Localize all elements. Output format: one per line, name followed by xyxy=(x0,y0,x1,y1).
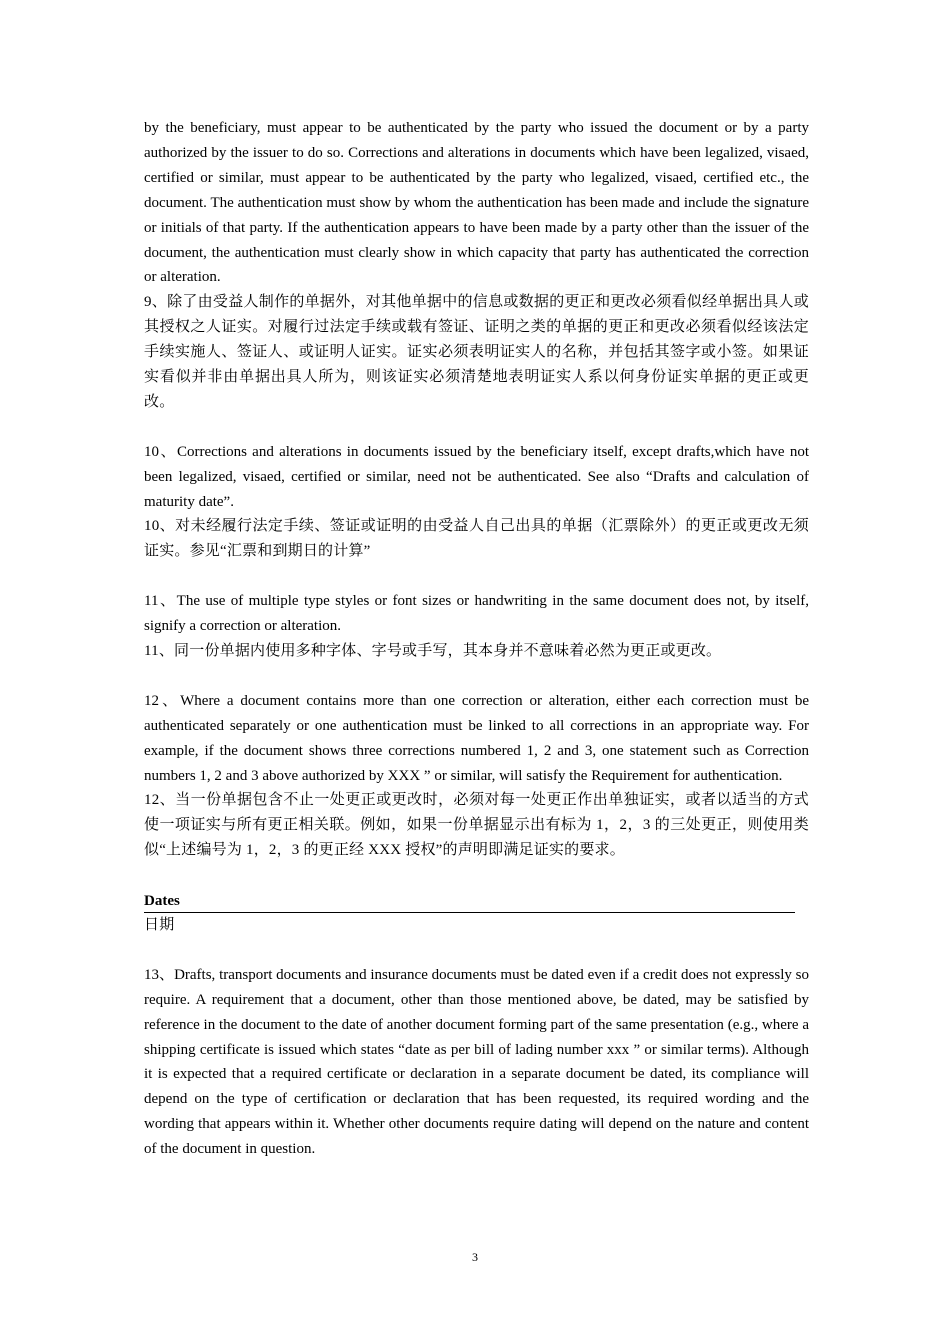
paragraph-12-english: 12、Where a document contains more than one correction or alteration, either each correction must be authenticated separately or one authentication must be linked to all corrections in an appropriate way. For example, if the document shows three corrections numbered 1, 2 and 3, one statement such as Correction numbers 1, 2 and 3 above authorized by XXX ” or similar, will satisfy the Requirement for authentication. xyxy=(144,692,809,784)
paragraph-10-chinese: 10、对未经履行法定手续、签证或证明的由受益人自己出具的单据（汇票除外）的更正或更改无须证实。参见“汇票和到期日的计算” xyxy=(144,518,809,560)
paragraph-12-chinese: 12、当一份单据包含不止一处更正或更改时，必须对每一处更正作出单独证实，或者以适当的方式使一项证实与所有更正相关联。例如，如果一份单据显示出有标为 1，2，3 的三处更正，则使用类似“上述编号为 1，2，3 的更正经 XXX 授权”的声明即满足证实的要求。 xyxy=(144,792,809,859)
paragraph-13-english: 13、Drafts, transport documents and insurance documents must be dated even if a credit does not expressly so require. A requirement that a document, other than those mentioned above, be dated, may be satisfied by reference in the document to the date of another document forming part of the same presentation (e.g., where a shipping certificate is issued which states “date as per bill of lading number xxx ” or similar terms). Although it is expected that a required certificate or declaration in a separate document be dated, its compliance will depend on the type of certification or declaration that has been requested, its required wording and the wording that appears within it. Whether other documents require dating will depend on the nature and content of the document in question. xyxy=(144,966,809,1158)
paragraph-8-english-continued: by the beneficiary, must appear to be authenticated by the party who issued the document or by a party authorized by the issuer to do so. Corrections and alterations in documents which have been legalized, visaed, certified or similar, must appear to be authenticated by the party who legalized, visaed, certified etc., the document. The authentication must show by whom the authentication has been made and include the signature or initials of that party. If the authentication appears to have been made by a party other than the issuer of the document, the authentication must clearly show in which capacity that party has authenticated the correction or alteration. xyxy=(144,120,809,286)
paragraph-9-chinese: 9、除了由受益人制作的单据外，对其他单据中的信息或数据的更正和更改必须看似经单据出具人或其授权之人证实。对履行过法定手续或载有签证、证明之类的单据的更正和更改必须看似经该法定手续实施人、签证人、或证明人证实。证实必须表明证实人的名称，并包括其签字或小签。如果证实看似并非由单据出具人所为，则该证实必须清楚地表明证实人系以何身份证实单据的更正或更改。 xyxy=(144,294,809,410)
paragraph-11-chinese: 11、同一份单据内使用多种字体、字号或手写，其本身并不意味着必然为更正或更改。 xyxy=(144,643,722,659)
paragraph-11-english: 11、The use of multiple type styles or font sizes or handwriting in the same document does not, by itself, signify a correction or alteration. xyxy=(144,593,809,635)
page-number: 3 xyxy=(472,1250,478,1264)
paragraph-10-english: 10、Corrections and alterations in documents issued by the beneficiary itself, except drafts,which have not been legalized, visaed, certified or similar, need not be authenticated. See also “Drafts and calculation of maturity date”. xyxy=(144,443,809,510)
section-heading-dates: Dates xyxy=(144,890,795,913)
document-page xyxy=(144,116,809,1162)
section-heading-dates-chinese: 日期 xyxy=(144,917,175,934)
